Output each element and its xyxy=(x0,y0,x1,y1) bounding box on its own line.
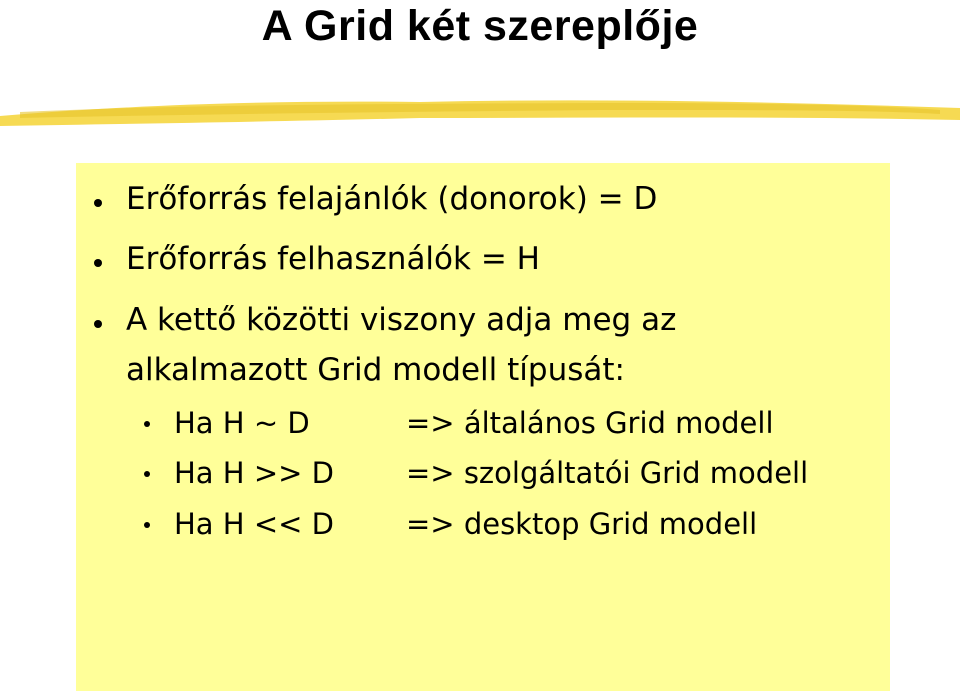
slide-title: A Grid két szereplője xyxy=(261,2,699,50)
bullet-text-continuation: alkalmazott Grid modell típusát: xyxy=(126,352,625,388)
bullet-text: Erőforrás felhasználók = H xyxy=(126,241,540,277)
decorative-brush-stroke xyxy=(0,88,960,132)
sub-bullet-dot xyxy=(144,421,150,427)
bullet-dot xyxy=(94,259,102,267)
sub-bullet-dot xyxy=(144,522,150,528)
content-box xyxy=(76,163,890,691)
bullet-dot xyxy=(94,199,102,207)
sub-bullet-result: => általános Grid modell xyxy=(406,406,774,440)
bullet-text: A kettő közötti viszony adja meg az xyxy=(126,302,677,338)
sub-bullet-dot xyxy=(144,471,150,477)
sub-bullet-result: => szolgáltatói Grid modell xyxy=(406,456,809,490)
sub-bullet-condition: Ha H >> D xyxy=(174,456,334,490)
sub-bullet-condition: Ha H << D xyxy=(174,507,334,541)
bullet-text: Erőforrás felajánlók (donorok) = D xyxy=(126,181,658,217)
sub-bullet-condition: Ha H ~ D xyxy=(174,406,310,440)
bullet-dot xyxy=(94,320,102,328)
sub-bullet-result: => desktop Grid modell xyxy=(406,507,758,541)
